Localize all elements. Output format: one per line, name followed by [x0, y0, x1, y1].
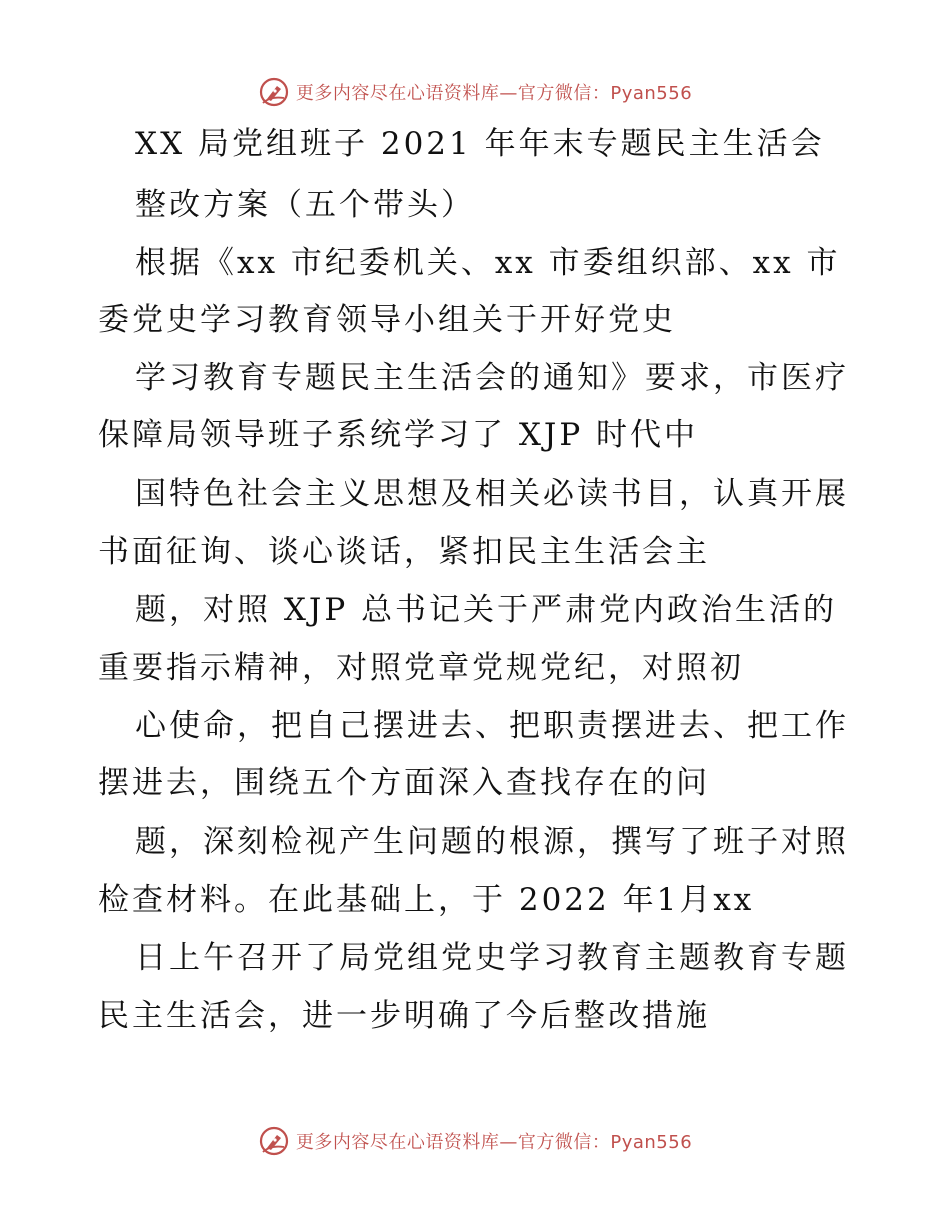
pen-nib-icon — [258, 76, 290, 108]
doc-title-line-1: XX 局党组班子 2021 年年末专题民主生活会 — [135, 126, 825, 162]
watermark-text: 更多内容尽在心语资料库—官方微信：Pyan556 — [295, 83, 693, 104]
body-line: 委党史学习教育领导小组关于开好党史 — [98, 302, 676, 338]
body-line: 书面征询、谈心谈话，紧扣民主生活会主 — [98, 534, 710, 570]
body-line: 国特色社会主义思想及相关必读书目，认真开展 — [135, 476, 849, 512]
body-line: 民主生活会，进一步明确了今后整改措施 — [98, 998, 710, 1034]
body-line: 摆进去，围绕五个方面深入查找存在的问 — [98, 765, 710, 801]
watermark-header — [0, 76, 950, 108]
body-line: 保障局领导班子系统学习了 XJP 时代中 — [98, 417, 699, 453]
body-line: 日上午召开了局党组党史学习教育主题教育专题 — [135, 940, 849, 976]
body-line: 重要指示精神，对照党章党规党纪，对照初 — [98, 650, 744, 686]
pen-nib-icon — [258, 1125, 290, 1157]
body-line: 学习教育专题民主生活会的通知》要求，市医疗 — [135, 360, 849, 396]
watermark-text: 更多内容尽在心语资料库—官方微信：Pyan556 — [295, 1132, 693, 1153]
body-line: 根据《xx 市纪委机关、xx 市委组织部、xx 市 — [135, 245, 841, 281]
body-line: 心使命，把自己摆进去、把职责摆进去、把工作 — [135, 708, 849, 744]
watermark-footer — [0, 1125, 950, 1157]
doc-title-line-2: 整改方案（五个带头） — [135, 187, 475, 223]
body-line: 题，对照 XJP 总书记关于严肃党内政治生活的 — [135, 592, 838, 628]
body-line: 检查材料。在此基础上，于 2022 年1月xx — [98, 882, 755, 918]
body-line: 题，深刻检视产生问题的根源，撰写了班子对照 — [135, 824, 849, 860]
